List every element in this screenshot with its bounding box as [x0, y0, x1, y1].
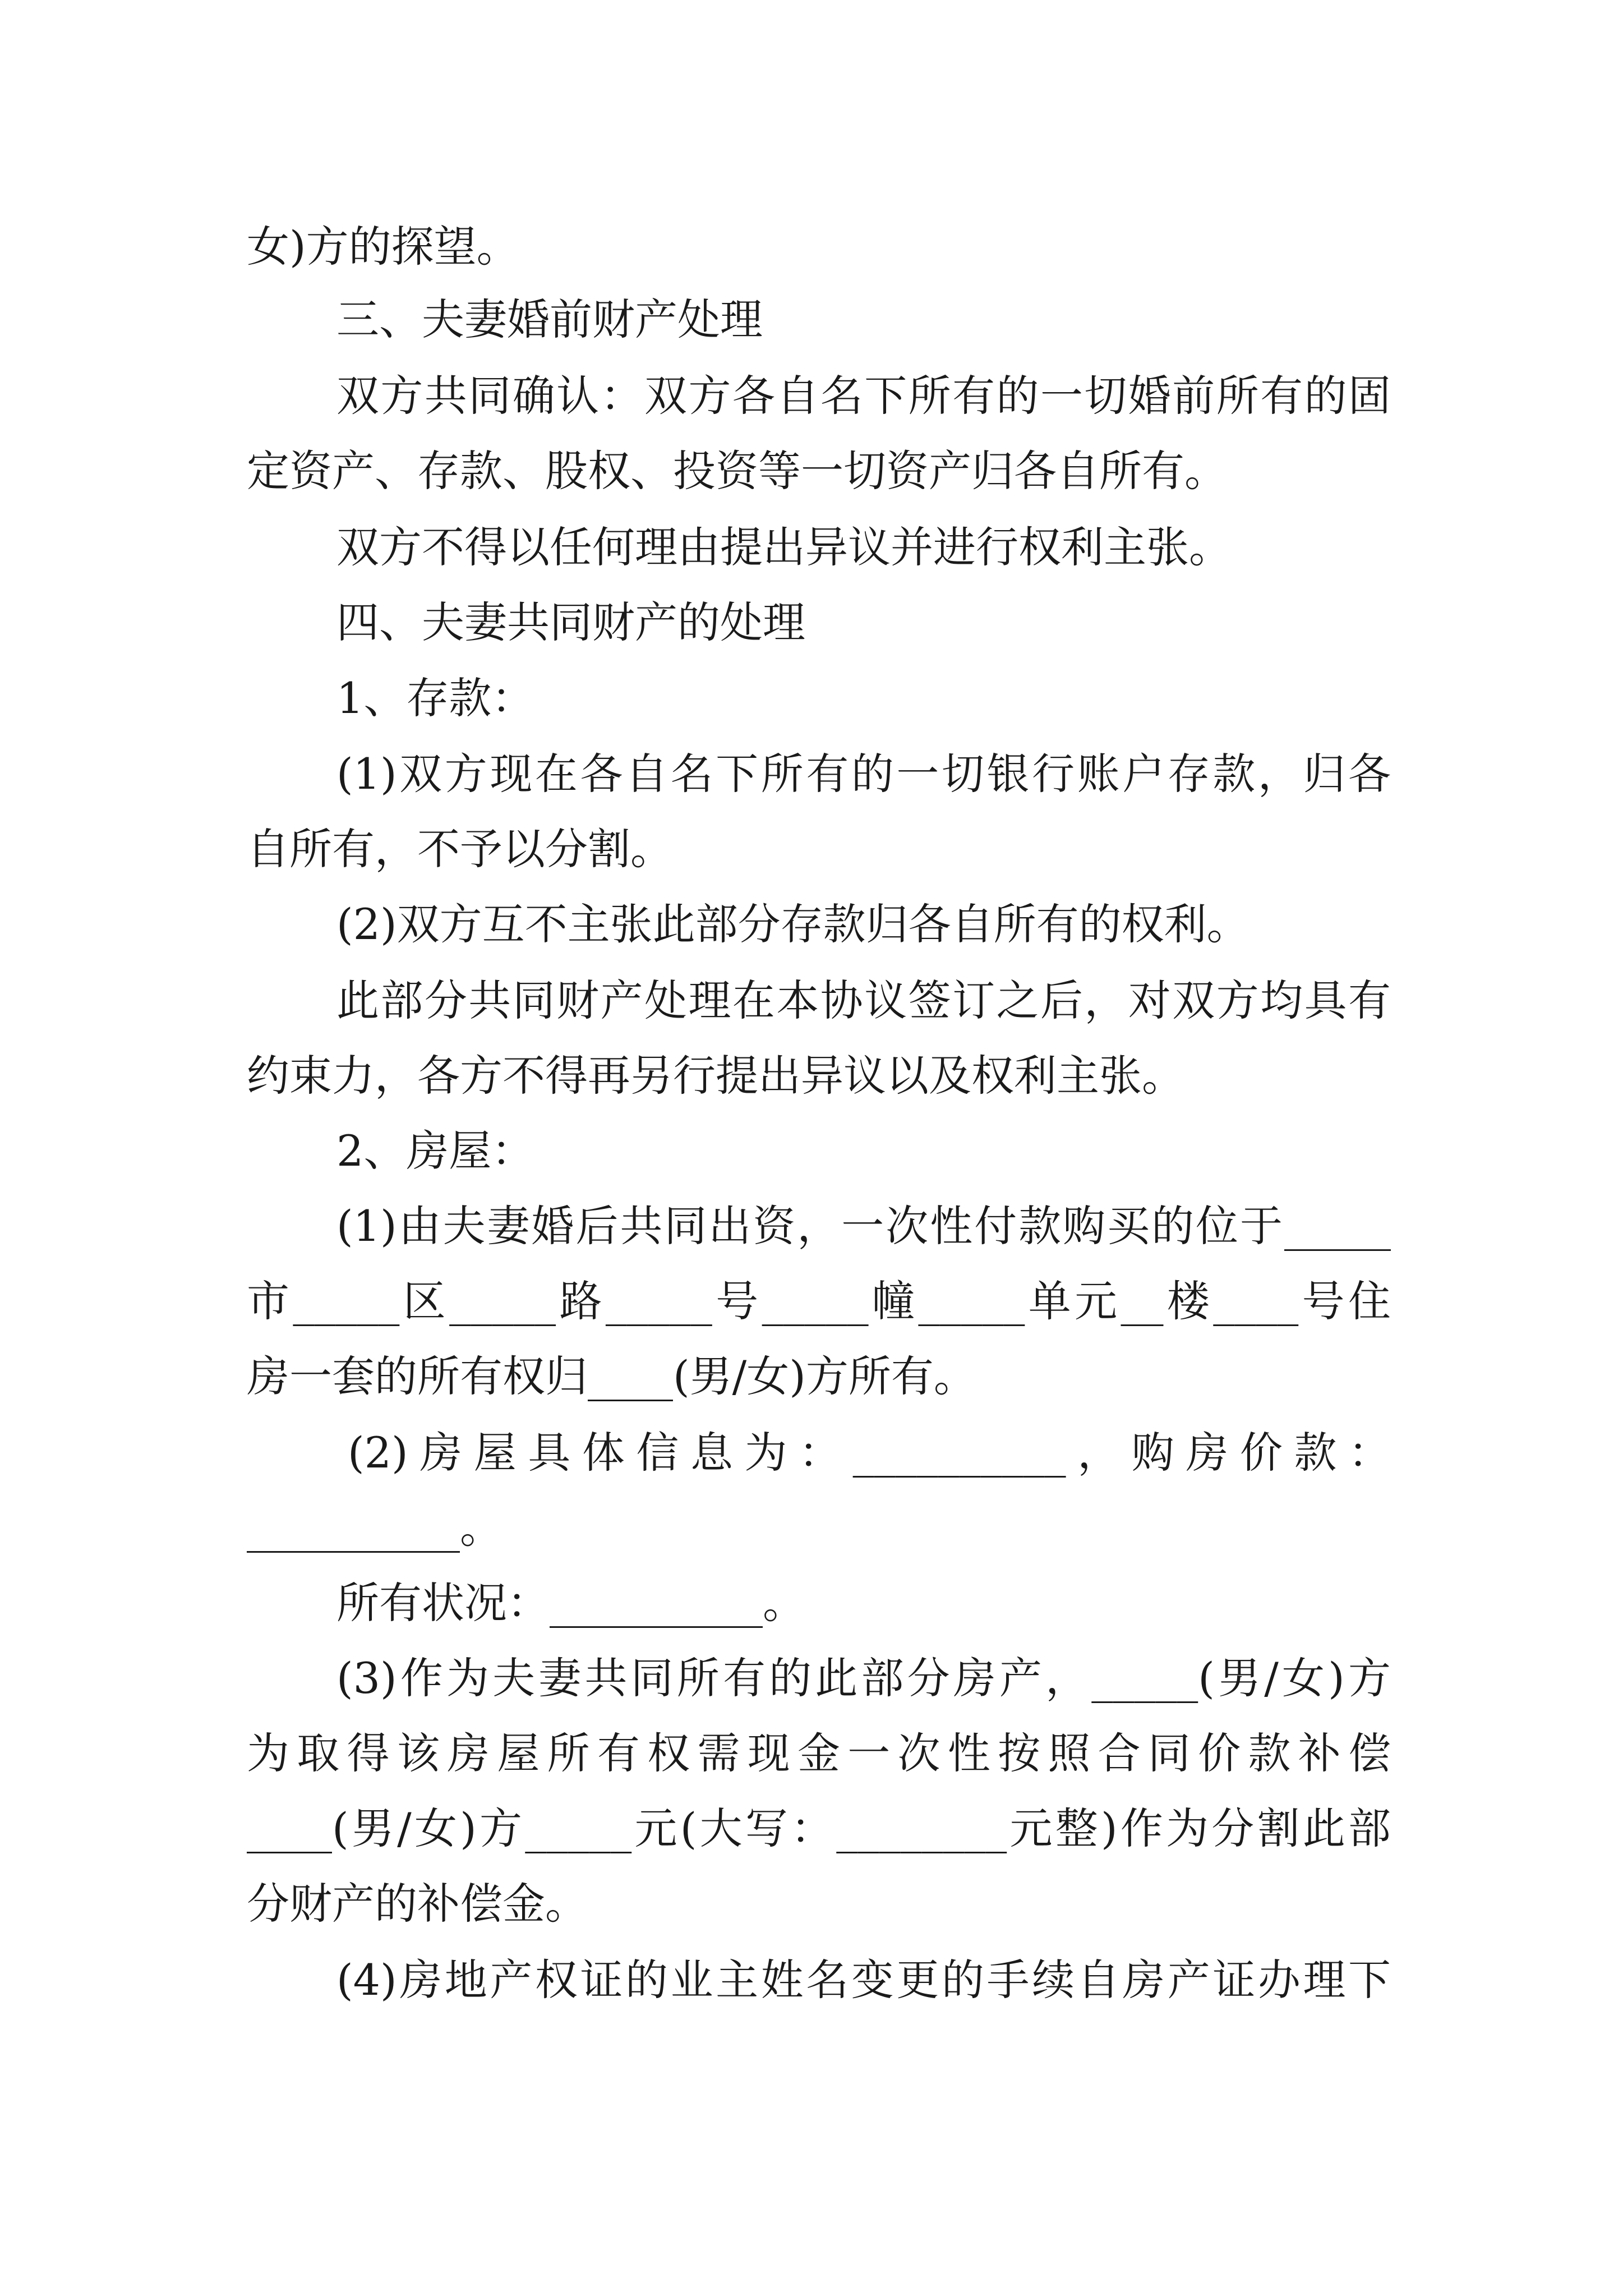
text-line: 约束力，各方不得再另行提出异议以及权利主张。 — [247, 1051, 1184, 1101]
text-line: (1)由夫妻婚后共同出资，一次性付款购买的位于_____ — [336, 1201, 1391, 1251]
text-line: 双方共同确认：双方各自名下所有的一切婚前所有的固 — [336, 371, 1391, 421]
text-line: 房一套的所有权归____(男/女)方所有。 — [247, 1351, 976, 1401]
text-line: (1)双方现在各自名下所有的一切银行账户存款，归各 — [336, 749, 1391, 799]
text-line: 分财产的补偿金。 — [247, 1879, 588, 1929]
subsection-heading: 1、存款： — [336, 673, 534, 723]
subsection-heading: 2、房屋： — [336, 1126, 534, 1176]
text-line: 市_____区_____路_____号_____幢_____单元__楼____号住 — [247, 1276, 1391, 1326]
text-line: 为取得该房屋所有权需现金一次性按照合同价款补偿 — [247, 1728, 1391, 1778]
text-line: 此部分共同财产处理在本协议签订之后，对双方均具有 — [336, 976, 1391, 1025]
text-line: 自所有，不予以分割。 — [247, 824, 673, 874]
text-line: 所有状况：__________。 — [336, 1578, 805, 1628]
section-heading: 四、夫妻共同财产的处理 — [336, 597, 805, 647]
text-line: 定资产、存款、股权、投资等一切资产归各自所有。 — [247, 446, 1227, 496]
text-line: ____(男/女)方_____元(大写：________元整)作为分割此部 — [247, 1803, 1391, 1853]
text-line: 女)方的探望。 — [247, 222, 519, 272]
section-heading: 三、夫妻婚前财产处理 — [336, 295, 763, 344]
text-line: (3)作为夫妻共同所有的此部分房产，_____(男/女)方 — [336, 1653, 1391, 1703]
text-line: (2)双方互不主张此部分存款归各自所有的权利。 — [336, 899, 1249, 949]
text-line: __________。 — [247, 1503, 502, 1553]
text-line: (4)房地产权证的业主姓名变更的手续自房产证办理下 — [336, 1955, 1391, 2005]
text-line: (2)房屋具体信息为：__________，购房价款： — [348, 1428, 1391, 1478]
text-line: 双方不得以任何理由提出异议并进行权利主张。 — [336, 522, 1232, 572]
